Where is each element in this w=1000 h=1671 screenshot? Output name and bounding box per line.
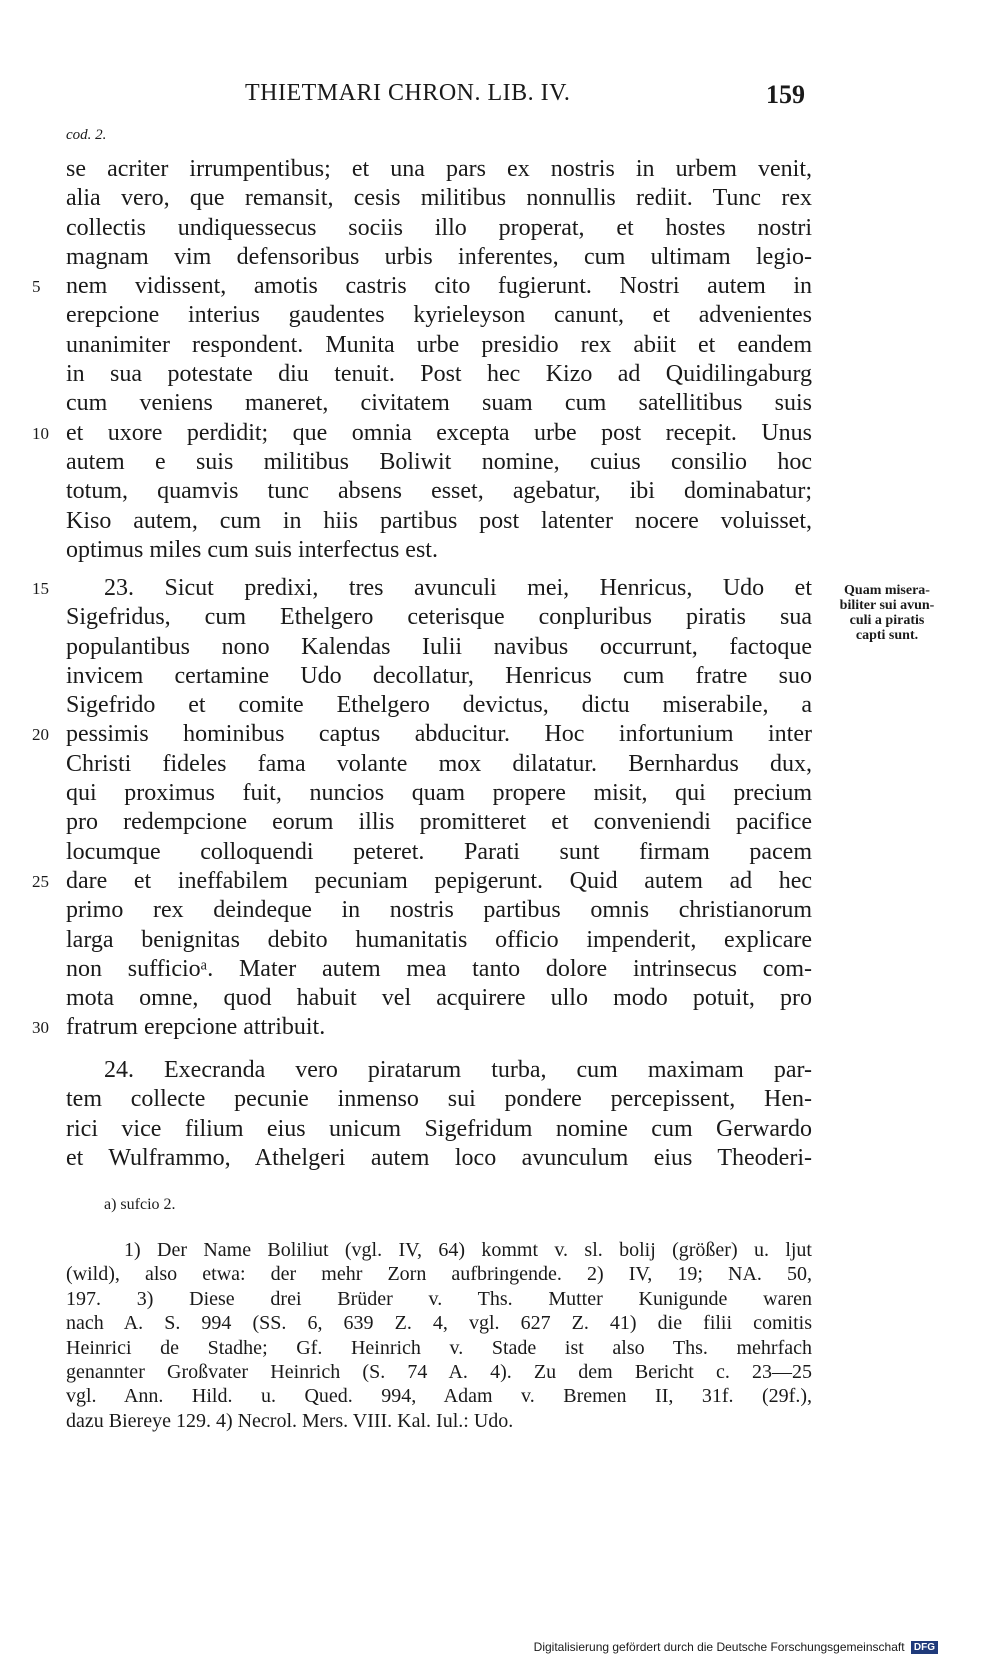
text-line bbox=[66, 808, 812, 837]
line-text: collectis undiquessecus sociis illo properat, et hostes nostri bbox=[66, 214, 812, 241]
text-line bbox=[32, 720, 812, 749]
line-text: Sigefridus, cum Ethelgero ceterisque conpluribus piratis sua bbox=[66, 604, 812, 631]
marginal-note-line: capti sunt. bbox=[855, 628, 919, 643]
line-text: pessimis hominibus captus abducitur. Hoc infortunium inter bbox=[66, 721, 812, 748]
footnotes bbox=[66, 1238, 812, 1433]
text-line bbox=[32, 574, 812, 603]
text-line bbox=[66, 331, 812, 360]
text-block-chapter-22 bbox=[32, 155, 812, 565]
line-text: 24. Execranda vero piratarum turba, cum maximam par- bbox=[104, 1057, 812, 1083]
text-line bbox=[66, 1144, 812, 1173]
text-line bbox=[66, 691, 812, 720]
text-line bbox=[66, 184, 812, 213]
line-text: optimus miles cum suis interfectus est. bbox=[66, 536, 438, 563]
marginal-note bbox=[822, 583, 952, 643]
line-text: unanimiter respondent. Munita urbe presidio rex abiit et eandem bbox=[66, 331, 812, 358]
text-line bbox=[66, 536, 812, 565]
line-text: larga benignitas debito humanitatis officio impenderit, explicare bbox=[66, 926, 812, 953]
page-number: 159 bbox=[766, 80, 805, 109]
text-line bbox=[66, 896, 812, 925]
text-line bbox=[66, 477, 812, 506]
line-text: pro redempcione eorum illis promitteret et conveniendi pacifice bbox=[66, 809, 812, 836]
line-text: Kiso autem, cum in hiis partibus post latenter nocere voluisset, bbox=[66, 507, 812, 534]
line-text: Christi fideles fama volante mox dilatatur. Bernhardus dux, bbox=[66, 750, 812, 777]
text-block-chapter-23 bbox=[32, 574, 812, 1043]
marginal-note-line: culi a piratis bbox=[849, 613, 925, 628]
line-text: invicem certamine Udo decollatur, Henricus cum fratre suo bbox=[66, 662, 812, 689]
line-number: 20 bbox=[32, 725, 49, 745]
line-text: magnam vim defensoribus urbis inferentes, cum ultimam legio- bbox=[66, 243, 812, 270]
funding-credit-text: Digitalisierung gefördert durch die Deutsche Forschungsgemeinschaft bbox=[533, 1640, 905, 1654]
line-text: cum veniens maneret, civitatem suam cum satellitibus suis bbox=[66, 390, 812, 417]
line-text: populantibus nono Kalendas Iulii navibus occurrunt, factoque bbox=[66, 633, 812, 660]
text-line bbox=[32, 272, 812, 301]
text-line bbox=[66, 603, 812, 632]
running-head: THIETMARI CHRON. LIB. IV. bbox=[245, 80, 571, 106]
text-line bbox=[66, 633, 812, 662]
footnote-line: (wild), also etwa: der mehr Zorn aufbringende. 2) IV, 19; NA. 50, bbox=[66, 1263, 812, 1286]
line-text: qui proximus fuit, nuncios quam propere misit, qui precium bbox=[66, 780, 812, 807]
marginal-note-line: Quam misera- bbox=[844, 583, 930, 598]
text-line bbox=[32, 419, 812, 448]
line-text: tem collecte pecunie inmenso sui pondere percepissent, Hen- bbox=[66, 1086, 812, 1113]
line-text: totum, quamvis tunc absens esset, agebatur, ibi dominabatur; bbox=[66, 478, 812, 505]
line-text: Sigefrido et comite Ethelgero devictus, dictu miserabile, a bbox=[66, 692, 812, 719]
text-line bbox=[66, 926, 812, 955]
line-text: dare et ineffabilem pecuniam pepigerunt. Quid autem ad hec bbox=[66, 867, 812, 894]
text-line bbox=[66, 448, 812, 477]
line-text: primo rex deindeque in nostris partibus omnis christianorum bbox=[66, 897, 812, 924]
dfg-logo: DFG bbox=[911, 1641, 938, 1654]
text-block-chapter-24 bbox=[66, 1056, 812, 1173]
codex-note: cod. 2. bbox=[66, 127, 107, 143]
text-line bbox=[66, 1085, 812, 1114]
line-text: se acriter irrumpentibus; et una pars ex nostris in urbem venit, bbox=[66, 156, 812, 182]
text-line bbox=[66, 838, 812, 867]
line-number: 10 bbox=[32, 423, 49, 443]
marginal-note-line: biliter sui avun- bbox=[839, 598, 935, 613]
footnote-line: 1) Der Name Boliliut (vgl. IV, 64) kommt v. sl. bolij (größer) u. ljut bbox=[124, 1239, 812, 1261]
line-text: fratrum erepcione attribuit. bbox=[66, 1014, 326, 1041]
line-text: non sufficioᵃ. Mater autem mea tanto dolore intrinsecus com- bbox=[66, 955, 812, 982]
page-header bbox=[245, 80, 805, 112]
text-line bbox=[66, 155, 812, 184]
text-line bbox=[32, 867, 812, 896]
line-text: et uxore perdidit; que omnia excepta urbe post recepit. Unus bbox=[66, 419, 812, 446]
line-text: in sua potestate diu tenuit. Post hec Kizo ad Quidilingaburg bbox=[66, 361, 812, 388]
line-text: erepcione interius gaudentes kyrieleyson canunt, et advenientes bbox=[66, 302, 812, 329]
line-text: locumque colloquendi peteret. Parati sunt firmam pacem bbox=[66, 838, 812, 865]
text-line bbox=[66, 750, 812, 779]
text-line bbox=[66, 1056, 812, 1085]
line-text: nem vidissent, amotis castris cito fugierunt. Nostri autem in bbox=[66, 273, 812, 300]
footnote-line: nach A. S. 994 (SS. 6, 639 Z. 4, vgl. 627 Z. 41) die filii comitis bbox=[66, 1312, 812, 1335]
line-text: mota omne, quod habuit vel acquirere ullo modo potuit, pro bbox=[66, 985, 812, 1012]
text-line bbox=[66, 389, 812, 418]
text-line bbox=[66, 779, 812, 808]
text-line bbox=[66, 662, 812, 691]
text-line bbox=[32, 1013, 812, 1042]
footnote-line: genannter Großvater Heinrich (S. 74 A. 4). Zu dem Bericht c. 23—25 bbox=[66, 1360, 812, 1383]
text-line bbox=[66, 984, 812, 1013]
line-text: rici vice filium eius unicum Sigefridum nomine cum Gerwardo bbox=[66, 1115, 812, 1142]
line-text: et Wulframmo, Athelgeri autem loco avunculum eius Theoderi- bbox=[66, 1144, 812, 1171]
text-line bbox=[66, 507, 812, 536]
footnote-line: 197. 3) Diese drei Brüder v. Ths. Mutter Kunigunde waren bbox=[66, 1287, 812, 1310]
line-text: alia vero, que remansit, cesis militibus nonnullis rediit. Tunc rex bbox=[66, 185, 812, 212]
text-line bbox=[66, 1115, 812, 1144]
line-number: 25 bbox=[32, 871, 49, 891]
line-number: 15 bbox=[32, 579, 49, 598]
text-line bbox=[66, 243, 812, 272]
footnote-line: vgl. Ann. Hild. u. Qued. 994, Adam v. Bremen II, 31f. (29f.), bbox=[66, 1385, 812, 1408]
line-text: autem e suis militibus Boliwit nomine, cuius consilio hoc bbox=[66, 448, 812, 475]
textual-apparatus-note: a) sufcio 2. bbox=[104, 1196, 176, 1213]
text-line bbox=[66, 301, 812, 330]
line-number: 5 bbox=[32, 277, 41, 297]
line-number: 30 bbox=[32, 1018, 49, 1038]
text-line bbox=[66, 214, 812, 243]
footnote-line: Heinrici de Stadhe; Gf. Heinrich v. Stade ist also Ths. mehrfach bbox=[66, 1336, 812, 1359]
funding-credit bbox=[534, 1640, 938, 1654]
text-line bbox=[66, 360, 812, 389]
text-line bbox=[66, 955, 812, 984]
line-text: 23. Sicut predixi, tres avunculi mei, Henricus, Udo et bbox=[104, 575, 812, 601]
footnote-line: dazu Biereye 129. 4) Necrol. Mers. VIII. Kal. Iul.: Udo. bbox=[66, 1409, 514, 1432]
